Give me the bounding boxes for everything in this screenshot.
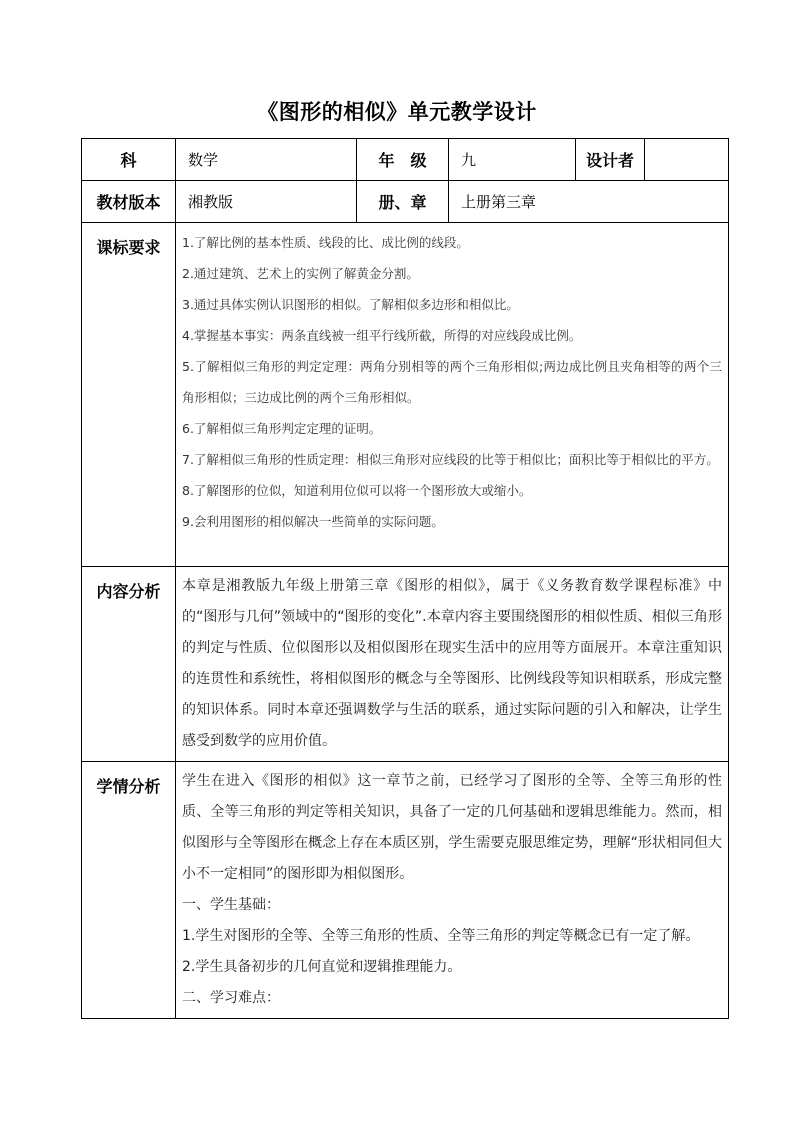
content-analysis-cell: [176, 567, 729, 762]
curriculum-item-5: 5.了解相似三角形的判定定理：两角分别相等的两个三角形相似;两边成比例且夹角相等的两个三角形相似；三边成比例的两个三角形相似。: [182, 359, 722, 405]
learner-analysis-label: 学情分析: [82, 762, 176, 1019]
learner-analysis-intro: 学生在进入《图形的相似》这一章节之前，已经学习了图形的全等、全等三角形的性质、全等三角形的判定等相关知识，具备了一定的几何基础和逻辑思维能力。然而，相似图形与全等图形在概念上存在本质区别，学生需要克服思维定势，理解“形状相同但大小不一定相同”的图形即为相似图形。: [182, 773, 722, 882]
learner-difficulty-title: 二、学习难点：: [182, 990, 280, 1006]
content-analysis-label: 内容分析: [82, 567, 176, 762]
chapter-label: 册、章: [357, 181, 449, 223]
header-row-edition: [82, 181, 729, 223]
curriculum-item-4: 4.掌握基本事实：两条直线被一组平行线所截，所得的对应线段成比例。: [182, 328, 582, 343]
curriculum-item-3: 3.通过具体实例认识图形的相似。了解相似多边形和相似比。: [182, 297, 519, 312]
subject-value: 数学: [176, 139, 357, 181]
edition-label: 教材版本: [82, 181, 176, 223]
lesson-design-table: [81, 138, 729, 1019]
curriculum-label: 课标要求: [82, 223, 176, 567]
grade-label: 年 级: [357, 139, 449, 181]
designer-label: 设计者: [576, 139, 645, 181]
curriculum-row: [82, 223, 729, 567]
curriculum-item-8: 8.了解图形的位似，知道利用位似可以将一个图形放大或缩小。: [182, 483, 532, 498]
curriculum-item-6: 6.了解相似三角形判定定理的证明。: [182, 421, 382, 436]
learner-analysis-row: [82, 762, 729, 1019]
curriculum-item-1: 1.了解比例的基本性质、线段的比、成比例的线段。: [182, 235, 469, 250]
grade-value: 九: [449, 139, 576, 181]
chapter-value: 上册第三章: [449, 181, 729, 223]
curriculum-content: [176, 223, 729, 567]
curriculum-item-2: 2.通过建筑、艺术上的实例了解黄金分割。: [182, 266, 419, 281]
content-analysis-text: 本章是湘教版九年级上册第三章《图形的相似》，属于《义务教育数学课程标准》中的“图形与几何”领域中的“图形的变化”.本章内容主要围绕图形的相似性质、相似三角形的判定与性质、位似图形以及相似图形在现实生活中的应用等方面展开。本章注重知识的连贯性和系统性，将相似图形的概念与全等图形、比例线段等知识相联系，形成完整的知识体系。同时本章还强调数学与生活的联系，通过实际问题的引入和解决，让学生感受到数学的应用价值。: [182, 578, 722, 749]
learner-basis-title: 一、学生基础：: [182, 897, 280, 913]
learner-analysis-cell: [176, 762, 729, 1019]
learner-basis-item-2: 2.学生具备初步的几何直觉和逻辑推理能力。: [182, 959, 462, 975]
subject-label: 科: [82, 139, 176, 181]
learner-basis-item-1: 1.学生对图形的全等、全等三角形的性质、全等三角形的判定等概念已有一定了解。: [182, 928, 700, 944]
designer-value: [645, 139, 729, 181]
curriculum-item-7: 7.了解相似三角形的性质定理：相似三角形对应线段的比等于相似比；面积比等于相似比的平方。: [182, 452, 719, 467]
header-row-subject: [82, 139, 729, 181]
edition-value: 湘教版: [176, 181, 357, 223]
page-title: 《图形的相似》单元教学设计: [257, 100, 537, 124]
content-analysis-row: [82, 567, 729, 762]
curriculum-item-9: 9.会利用图形的相似解决一些简单的实际问题。: [182, 514, 444, 529]
